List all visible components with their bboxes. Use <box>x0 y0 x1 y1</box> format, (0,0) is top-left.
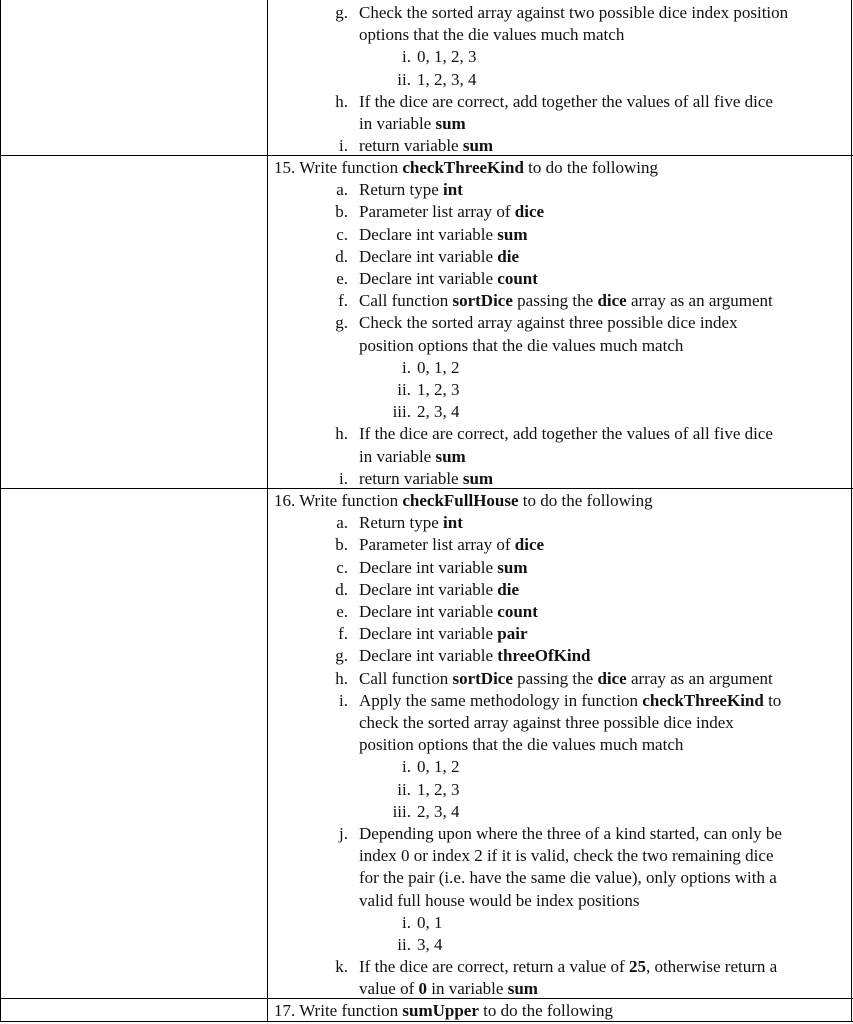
text-run: Parameter list array of <box>359 535 515 555</box>
text-run: Check the sorted array against two possible dice index position <box>359 3 789 22</box>
text-line <box>335 246 520 268</box>
list-marker: h. <box>335 668 348 688</box>
bold-identifier: checkThreeKind <box>642 690 764 710</box>
text-run: Declare int variable <box>359 624 498 644</box>
list-marker: k. <box>335 957 348 977</box>
text-line <box>335 91 773 113</box>
text-line <box>336 179 463 201</box>
bold-identifier: sum <box>497 557 528 577</box>
text-line <box>359 734 683 756</box>
text-line <box>336 224 528 246</box>
text-run: array as an argument <box>626 668 773 688</box>
text-run: to do the following <box>523 158 659 177</box>
text-line <box>339 823 782 845</box>
text-run: If the dice are correct, return a value of <box>359 957 629 977</box>
text-run: Declare int variable <box>359 269 498 288</box>
text-line <box>392 401 460 423</box>
list-marker: d. <box>335 246 348 266</box>
text-run: Declare int variable <box>359 646 498 666</box>
text-line <box>274 1000 613 1022</box>
bold-identifier: count <box>497 269 538 288</box>
text-run: to <box>763 690 782 710</box>
list-marker: iii. <box>392 402 411 422</box>
list-marker: b. <box>335 535 348 555</box>
text-line <box>336 268 538 290</box>
table-column-divider <box>267 0 268 1022</box>
list-marker: e. <box>336 602 348 621</box>
bold-identifier: 0 <box>418 979 427 999</box>
text-line <box>397 779 460 801</box>
text-line <box>359 24 624 46</box>
text-run: 1, 2, 3 <box>417 779 460 799</box>
text-run: 1, 2, 3 <box>417 380 460 399</box>
list-marker: i. <box>339 136 348 156</box>
bold-identifier: sum <box>507 979 538 999</box>
text-run: Declare int variable <box>359 246 498 266</box>
bold-identifier: threeOfKind <box>497 646 591 666</box>
text-run: in variable <box>359 446 436 466</box>
text-run: 2, 3, 4 <box>417 801 460 821</box>
text-line <box>335 201 545 223</box>
text-line <box>335 2 789 24</box>
text-line <box>402 357 460 379</box>
text-run: Parameter list array of <box>359 202 515 222</box>
text-line <box>339 468 494 490</box>
text-line <box>335 423 773 445</box>
table-left-border <box>0 0 1 1022</box>
list-marker: i. <box>402 47 411 67</box>
text-line <box>359 867 777 889</box>
text-run: Depending upon where the three of a kind started, can only be <box>359 824 782 843</box>
text-run: Return type <box>359 513 444 533</box>
text-run: index 0 or index 2 if it is valid, check the two remaining dice <box>359 846 774 866</box>
text-run: Declare int variable <box>359 579 498 599</box>
text-run: 0, 1, 2, 3 <box>417 47 477 67</box>
text-line <box>335 645 591 667</box>
list-marker: ii. <box>397 935 411 954</box>
text-run: 0, 1, 2 <box>417 357 460 377</box>
text-line <box>359 335 683 357</box>
text-run: Declare int variable <box>359 602 498 621</box>
list-marker: i. <box>339 690 348 710</box>
text-line <box>392 801 460 823</box>
text-run: Declare int variable <box>359 557 498 577</box>
text-line <box>335 534 545 556</box>
text-line <box>335 668 773 690</box>
text-run: to do the following <box>478 1001 613 1020</box>
list-marker: h. <box>335 424 348 444</box>
bold-identifier: sum <box>435 446 466 466</box>
text-line <box>402 912 443 934</box>
text-line <box>336 557 528 579</box>
bold-identifier: sum <box>435 114 466 133</box>
bold-identifier: die <box>497 579 520 599</box>
text-line <box>359 113 466 135</box>
text-line <box>359 978 538 1000</box>
text-run: for the pair (i.e. have the same die value), only options with a <box>359 868 777 888</box>
list-marker: g. <box>335 313 348 333</box>
bold-identifier: die <box>497 246 520 266</box>
text-line <box>397 934 443 956</box>
bold-identifier: sortDice <box>452 668 513 688</box>
bold-identifier: sum <box>497 224 528 244</box>
list-marker: c. <box>336 557 348 577</box>
text-line <box>339 135 494 157</box>
text-run: passing the <box>512 291 598 311</box>
text-line <box>397 379 460 401</box>
text-line <box>359 712 734 734</box>
bold-identifier: int <box>443 513 463 533</box>
text-run: to do the following <box>518 491 653 510</box>
text-run: passing the <box>512 668 598 688</box>
text-run: valid full house would be index positions <box>359 890 640 910</box>
list-marker: iii. <box>392 801 411 821</box>
list-marker: d. <box>335 579 348 599</box>
bold-identifier: sortDice <box>452 291 513 311</box>
text-run: array as an argument <box>626 291 773 311</box>
text-run: 15. Write function <box>274 158 403 177</box>
text-line <box>359 446 466 468</box>
text-line <box>397 69 477 91</box>
list-marker: i. <box>402 912 411 932</box>
bold-identifier: checkThreeKind <box>402 158 524 177</box>
text-line <box>359 845 774 867</box>
text-line <box>274 157 658 179</box>
bold-identifier: sum <box>462 468 494 488</box>
text-run: 16. Write function <box>274 491 403 510</box>
text-run: 17. Write function <box>274 1001 403 1020</box>
text-run: 0, 1, 2 <box>417 757 460 777</box>
bold-identifier: sum <box>462 136 494 156</box>
text-run: Call function <box>359 291 453 311</box>
text-run: position options that the die values much match <box>359 335 684 355</box>
list-marker: f. <box>338 624 348 644</box>
table-right-border <box>851 0 852 1022</box>
bold-identifier: dice <box>597 668 627 688</box>
text-run: return variable <box>359 468 463 488</box>
text-line <box>402 756 460 778</box>
bold-identifier: sumUpper <box>402 1001 479 1020</box>
list-marker: ii. <box>397 779 411 799</box>
bold-identifier: pair <box>497 624 528 644</box>
list-marker: ii. <box>397 380 411 399</box>
list-marker: f. <box>338 291 348 311</box>
bold-identifier: dice <box>514 535 545 555</box>
text-run: , otherwise return a <box>645 957 778 977</box>
text-line <box>335 579 520 601</box>
bold-identifier: int <box>443 180 463 200</box>
list-marker: a. <box>336 513 348 533</box>
bold-identifier: dice <box>514 202 545 222</box>
list-marker: i. <box>402 757 411 777</box>
bold-identifier: dice <box>597 291 627 311</box>
text-run: options that the die values much match <box>359 25 625 45</box>
list-marker: g. <box>335 646 348 666</box>
text-line <box>335 312 738 334</box>
text-line <box>336 512 463 534</box>
list-marker: i. <box>402 357 411 377</box>
text-run: check the sorted array against three possible dice index <box>359 713 734 732</box>
text-run: 1, 2, 3, 4 <box>417 69 477 89</box>
text-run: Apply the same methodology in function <box>359 690 643 710</box>
text-line <box>402 46 477 68</box>
bold-identifier: 25 <box>628 957 646 977</box>
text-run: If the dice are correct, add together the values of all five dice <box>359 91 773 111</box>
text-run: value of <box>359 979 419 999</box>
text-run: Declare int variable <box>359 224 498 244</box>
bold-identifier: count <box>497 602 538 621</box>
text-run: Return type <box>359 180 444 200</box>
list-marker: ii. <box>397 69 411 89</box>
list-marker: g. <box>335 3 348 22</box>
list-marker: j. <box>339 824 348 843</box>
text-run: in variable <box>359 114 436 133</box>
text-line <box>274 490 653 512</box>
text-run: Check the sorted array against three possible dice index <box>359 313 738 333</box>
text-run: 0, 1 <box>417 912 443 932</box>
text-run: return variable <box>359 136 463 156</box>
list-marker: e. <box>336 269 348 288</box>
text-run: in variable <box>426 979 508 999</box>
text-line <box>339 690 782 712</box>
text-line <box>336 601 538 623</box>
list-marker: i. <box>339 468 348 488</box>
list-marker: c. <box>336 224 348 244</box>
text-run: 3, 4 <box>417 935 443 954</box>
text-line <box>335 956 778 978</box>
text-run: Call function <box>359 668 453 688</box>
text-line <box>338 290 773 312</box>
list-marker: h. <box>335 91 348 111</box>
bold-identifier: checkFullHouse <box>402 491 519 510</box>
list-marker: a. <box>336 180 348 200</box>
text-run: 2, 3, 4 <box>417 402 460 422</box>
text-line <box>359 890 639 912</box>
list-marker: b. <box>335 202 348 222</box>
text-line <box>338 623 528 645</box>
text-run: position options that the die values much match <box>359 735 684 755</box>
text-run: If the dice are correct, add together the values of all five dice <box>359 424 773 444</box>
